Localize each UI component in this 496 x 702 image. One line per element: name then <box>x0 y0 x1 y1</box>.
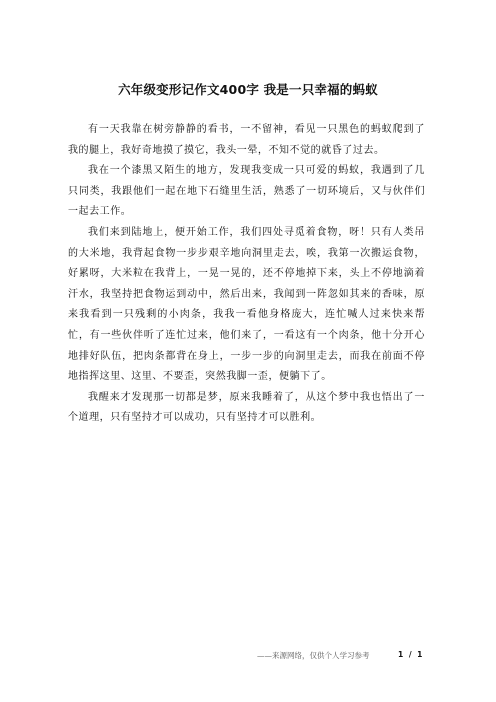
source-note: ——来源网络，仅供个人学习参考 <box>257 651 370 660</box>
paragraph-4: 我醒来才发现那一切都是梦，原来我睡着了，从这个梦中我也悟出了一个道理，只有坚持才可以成功，只有坚持才可以胜利。 <box>68 391 425 424</box>
paragraph-1: 有一天我靠在树旁静静的看书，一不留神，看见一只黑色的蚂蚁爬到了我的腿上，我好奇地摸了摸它，我头一晕，不知不觉的就昏了过去。 <box>68 124 425 156</box>
page-footer <box>0 650 496 664</box>
document-title: 六年级变形记作文400字 我是一只幸福的蚂蚁 <box>118 82 378 97</box>
page-number: 1 / 1 <box>398 650 423 659</box>
paragraph-3: 我们来到陆地上，便开始工作，我们四处寻觅着食物，呀！只有人类吊的大米地，我背起食物一步步艰辛地向洞里走去，唉，我第一次搬运食物，好累呀，大米粒在我背上，一晃一晃的，还不停地掉下来，头上不停地滴着汗水，我坚持把食物运到动中，然后出来，我闻到一阵忽如其来的香味，原来我看到一只残剩的小肉条，我我一看他身格庞大，连忙喊人过来快来帮忙，有一些伙伴听了连忙过来，他们来了，一看这有一个肉条，他十分开心地排好队伍，把肉条都背在身上，一步一步的向洞里走去，而我在前面不停地指挥这里、这里、不要歪，突然我脚一歪，便躺下了。 <box>68 226 425 383</box>
document-body <box>68 120 425 429</box>
paragraph-2: 我在一个漆黑又陌生的地方，发现我变成一只可爱的蚂蚁，我遇到了几只同类，我跟他们一起在地下石缝里生活，熟悉了一切环境后，又与伙伴们一起去工作。 <box>68 165 425 218</box>
